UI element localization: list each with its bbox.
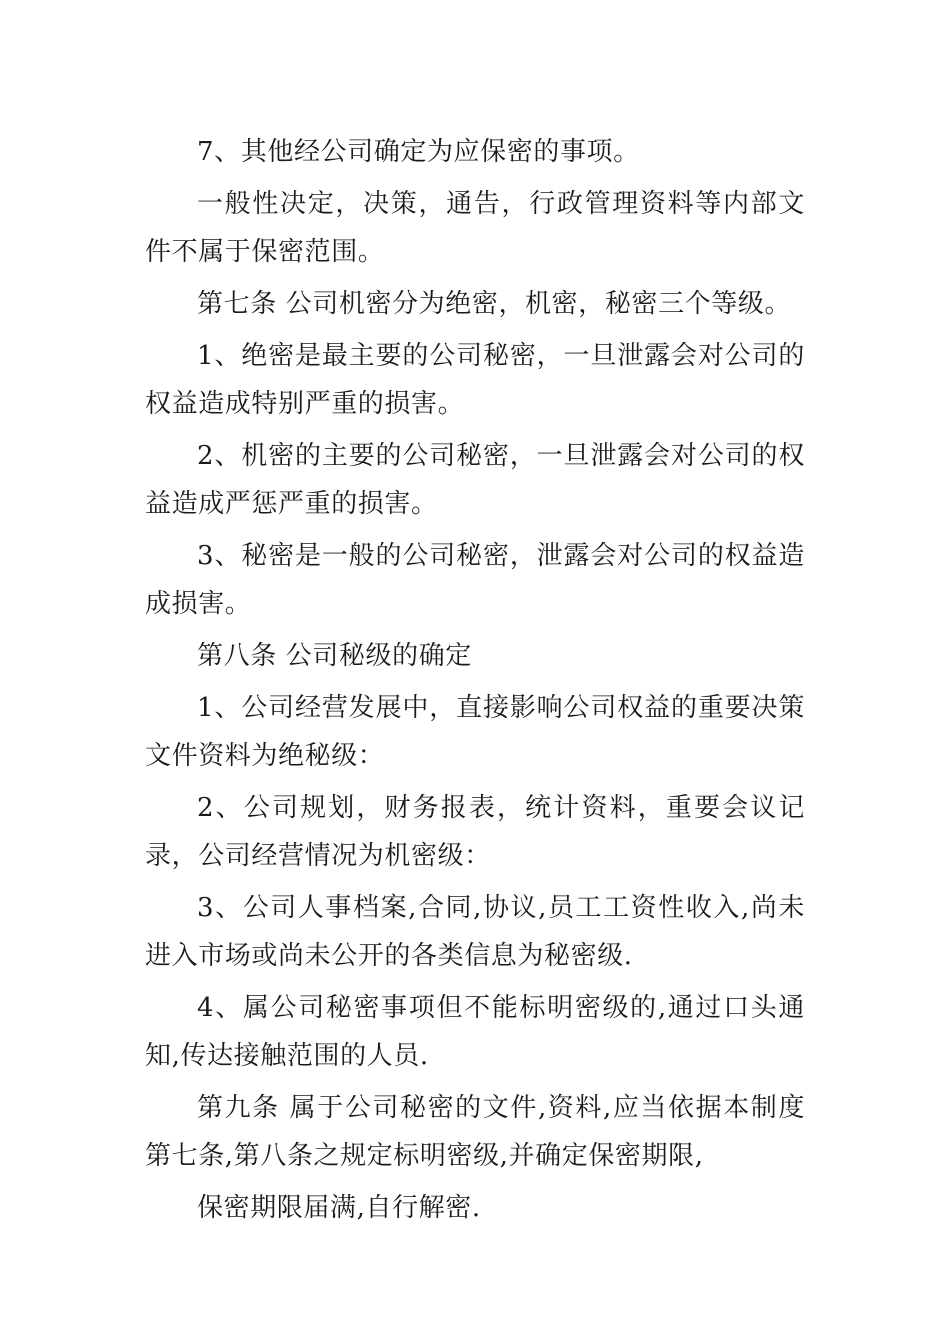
paragraph-level-3: 3、公司人事档案,合同,协议,员工工资性收入,尚未进入市场或尚未公开的各类信息为秘密级.: [145, 893, 805, 971]
paragraph-level-1: 1、公司经营发展中，直接影响公司权益的重要决策文件资料为绝秘级：: [145, 693, 805, 771]
article-9-paragraph: 第九条 属于公司秘密的文件,资料,应当依据本制度第七条,第八条之规定标明密级,并确定保密期限,: [145, 1093, 805, 1171]
article-8-heading: 第八条 公司秘级的确定: [197, 641, 472, 671]
paragraph-level-4: 4、属公司秘密事项但不能标明密级的,通过口头通知,传达接触范围的人员.: [145, 993, 805, 1071]
document-body: [145, 128, 805, 1236]
paragraph-internal-docs: 一般性决定，决策，通告，行政管理资料等内部文件不属于保密范围。: [145, 189, 805, 267]
paragraph-level-2: 2、公司规划，财务报表，统计资料，重要会议记录，公司经营情况为机密级：: [145, 793, 805, 871]
paragraph-confidential: 2、机密的主要的公司秘密，一旦泄露会对公司的权益造成严惩严重的损害。: [145, 441, 805, 519]
paragraph-declassification: 保密期限届满,自行解密.: [197, 1193, 481, 1223]
paragraph-secret: 3、秘密是一般的公司秘密，泄露会对公司的权益造成损害。: [145, 541, 805, 619]
article-7-heading: 第七条 公司机密分为绝密，机密，秘密三个等级。: [197, 289, 792, 319]
paragraph-top-secret: 1、绝密是最主要的公司秘密，一旦泄露会对公司的权益造成特别严重的损害。: [145, 341, 805, 419]
paragraph-item-7: 7、其他经公司确定为应保密的事项。: [197, 137, 640, 167]
